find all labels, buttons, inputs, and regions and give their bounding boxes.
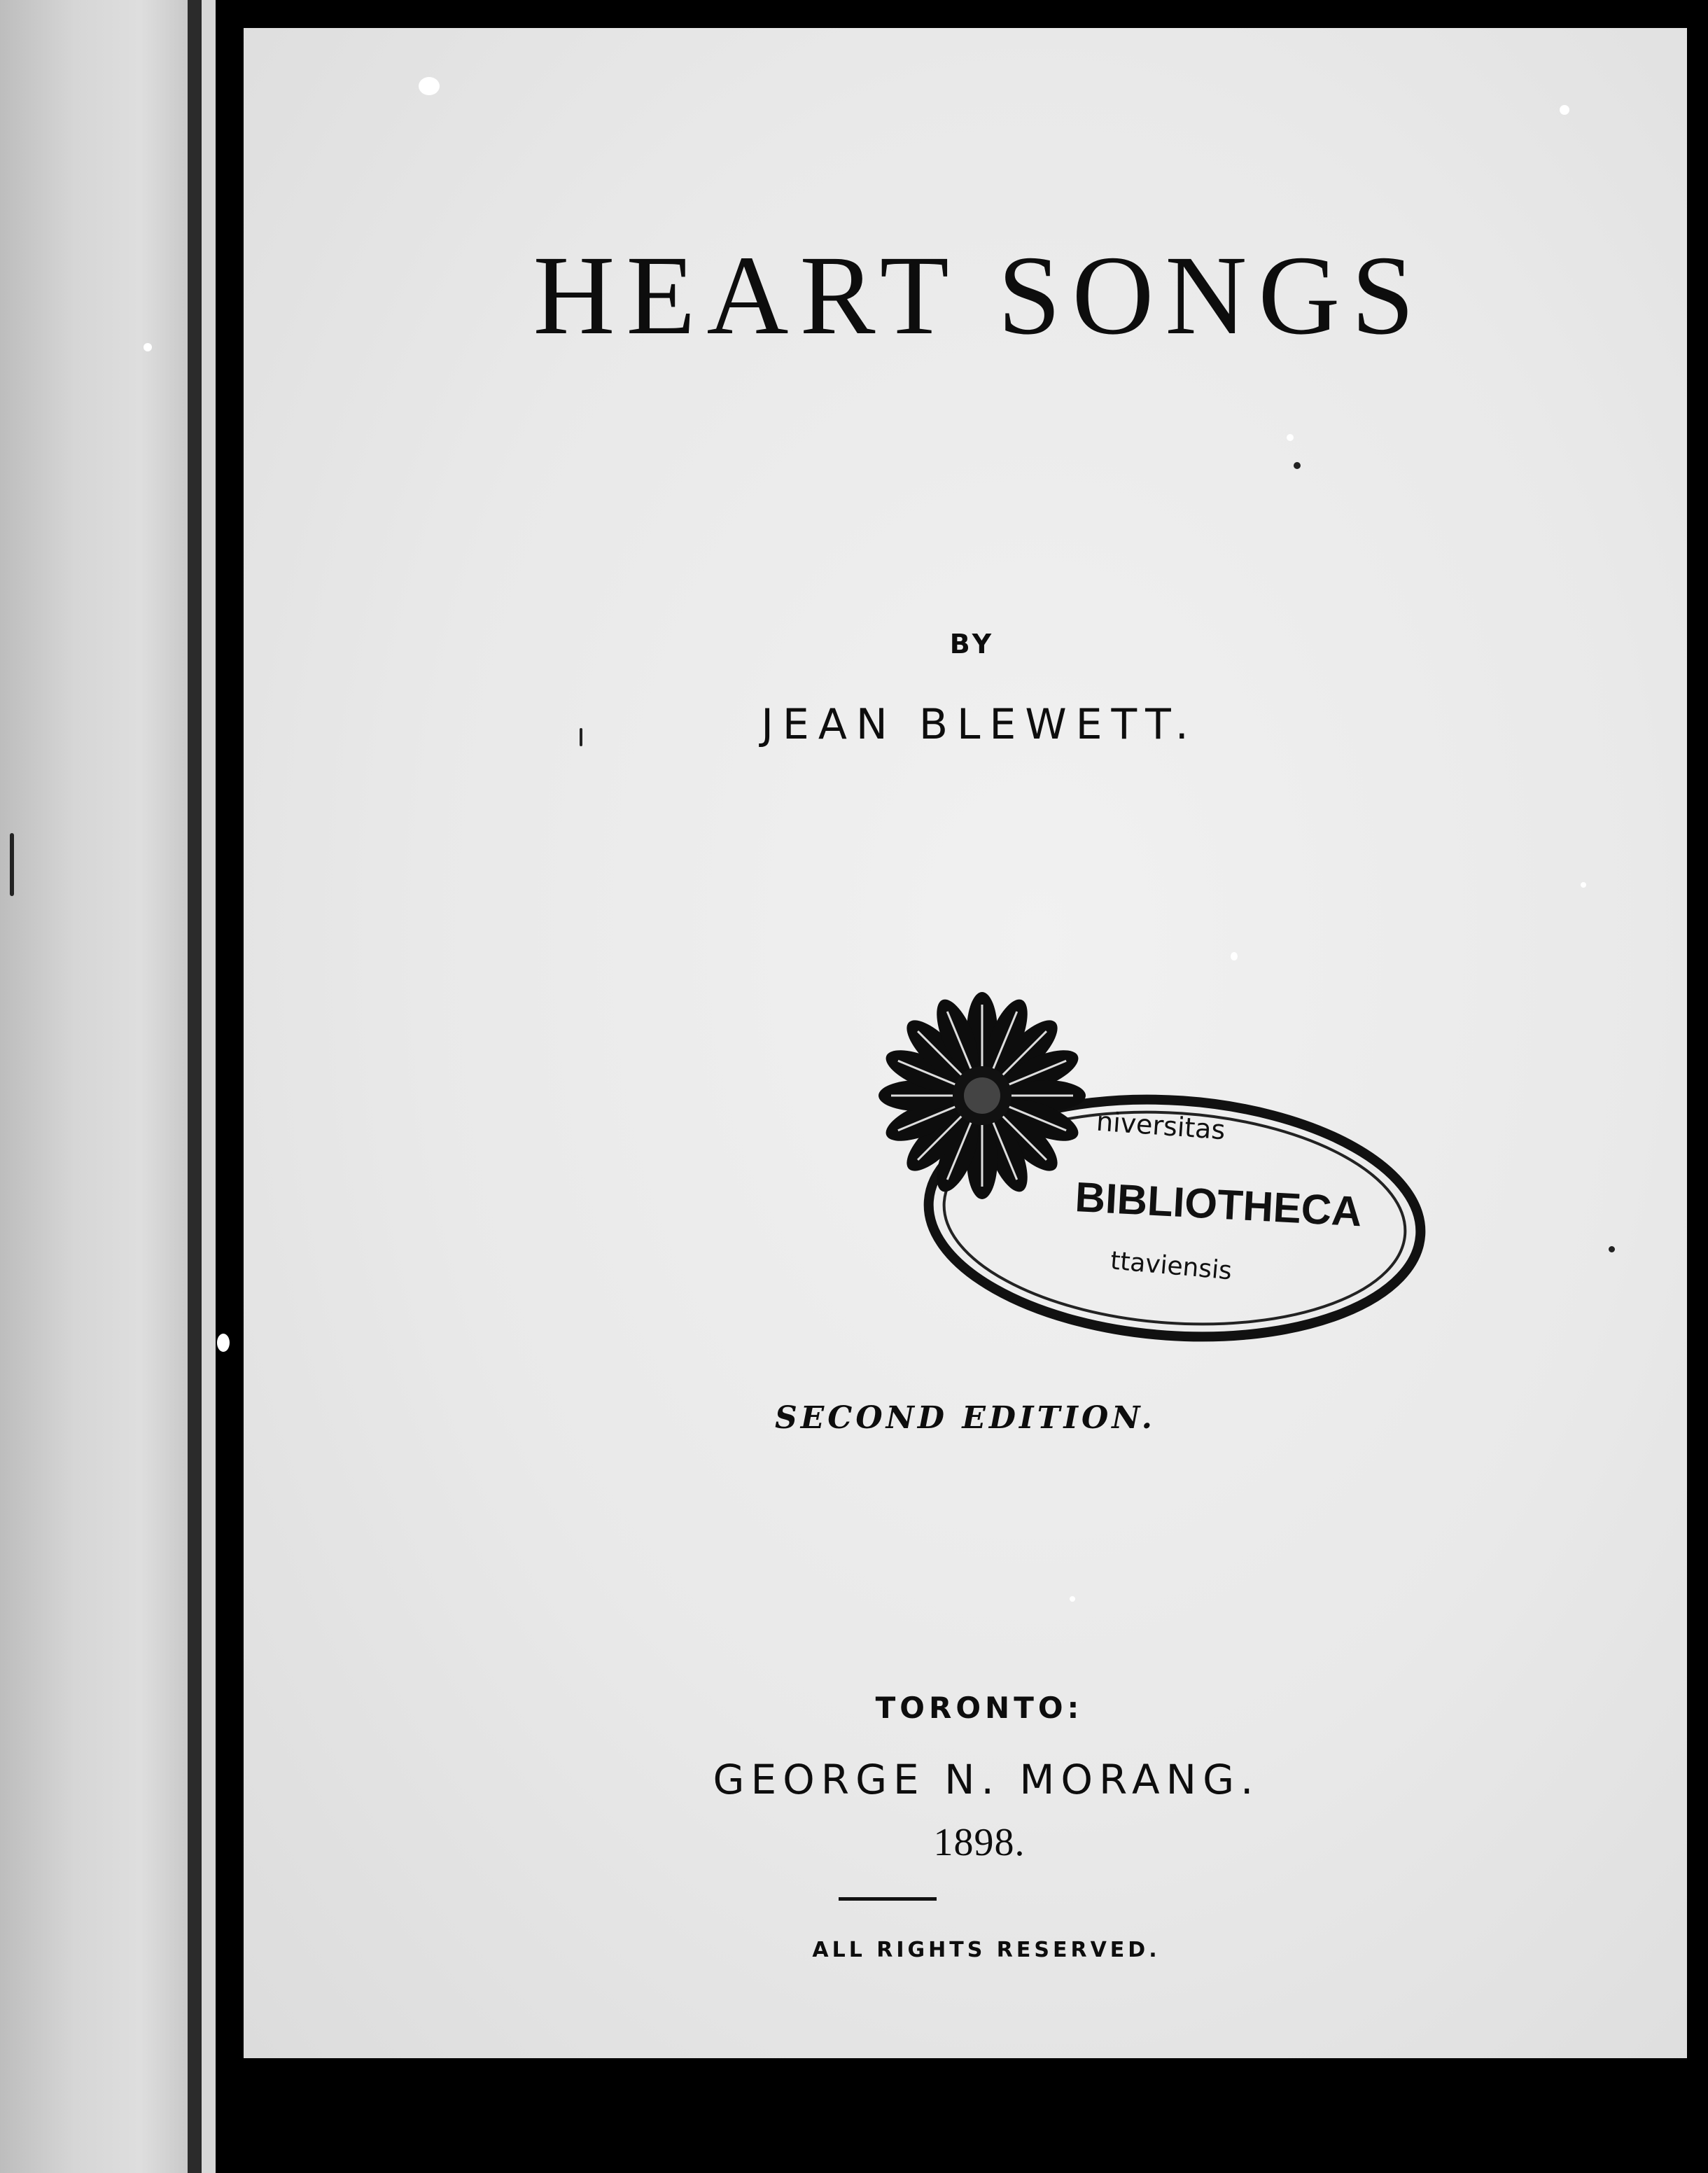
scan-speck [419, 77, 440, 95]
scan-speck [217, 1334, 230, 1352]
stamp-graphic [804, 987, 1476, 1351]
scan-speck [1070, 1596, 1075, 1602]
scan-speck [1231, 952, 1238, 960]
title-page [244, 28, 1689, 2058]
stamp-center-text: BIBLIOTHECA [1074, 1173, 1364, 1236]
stamp-lower-text: ttaviensis [1109, 1246, 1233, 1286]
book-title: HEART SONGS [533, 233, 1426, 358]
left-adjoining-page [0, 0, 188, 2173]
edition-line: SECOND EDITION. [774, 1400, 1156, 1436]
right-scan-border [1687, 0, 1708, 2173]
scan-speck [1294, 462, 1301, 469]
gutter-gap [202, 0, 216, 2173]
scan-speck [1560, 105, 1569, 115]
scan-speck [1609, 1246, 1615, 1252]
daisy-icon [878, 992, 1086, 1199]
scan-speck [10, 833, 14, 896]
publication-place: TORONTO: [875, 1691, 1084, 1725]
scan-speck [144, 343, 152, 351]
horizontal-rule [839, 1897, 937, 1901]
by-line: BY [949, 629, 995, 659]
publication-year: 1898. [933, 1821, 1026, 1864]
spine-shadow [216, 0, 244, 2173]
scan-speck [1581, 882, 1586, 888]
library-stamp [804, 987, 1476, 1351]
bottom-scan-border [244, 2058, 1708, 2173]
scan-speck [580, 728, 582, 746]
scan-speck [1287, 434, 1294, 441]
author-name: JEAN BLEWETT. [761, 700, 1198, 749]
stamp-upper-text: niversitas [1095, 1105, 1226, 1146]
rights-notice: ALL RIGHTS RESERVED. [812, 1938, 1161, 1962]
left-page-edge [188, 0, 202, 2173]
publisher-name: GEORGE N. MORANG. [713, 1756, 1260, 1803]
